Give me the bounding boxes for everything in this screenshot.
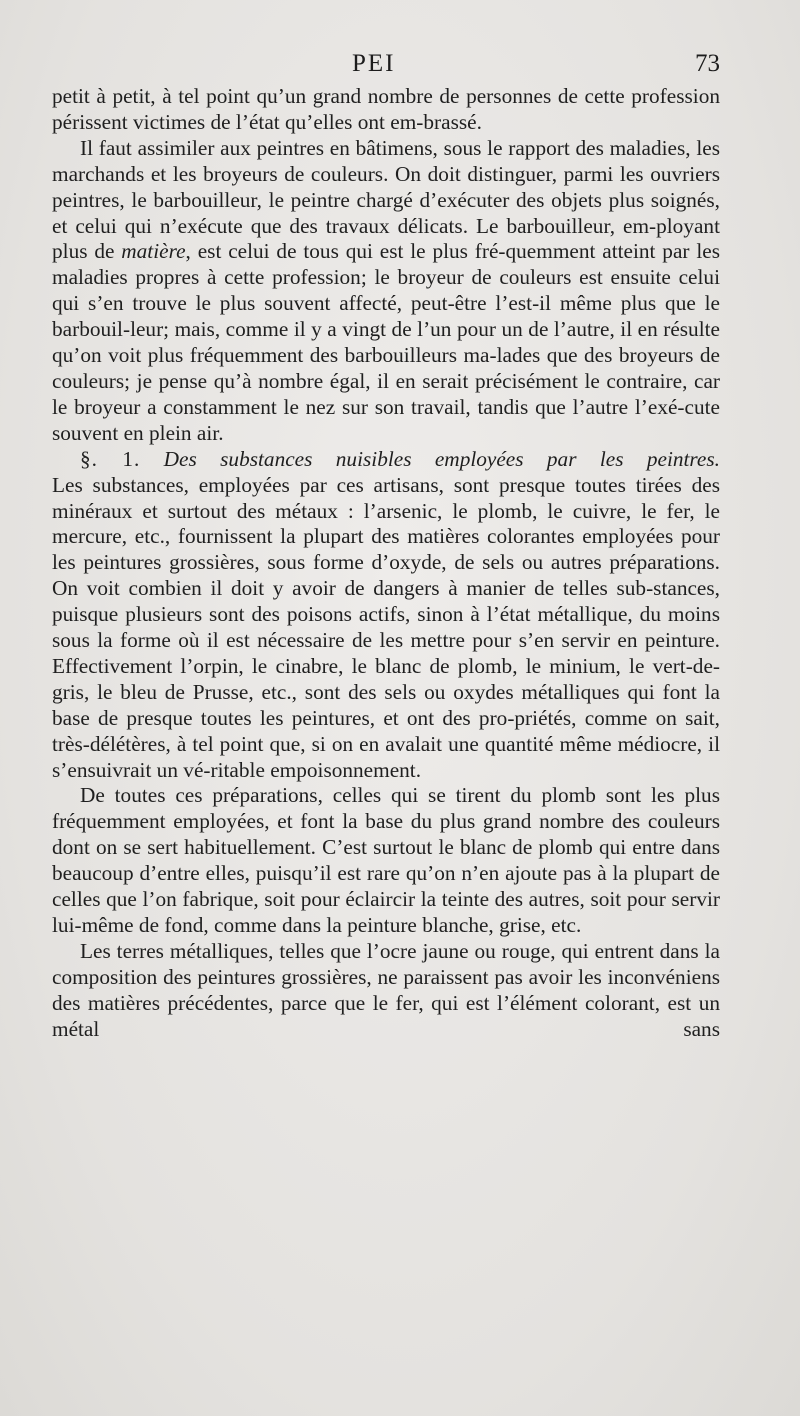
paragraph-metallic-earths: Les terres métalliques, telles que l’ocre jaune ou rouge, qui entrent dans la composition des peintures grossières, ne paraissent pas avoir les inconvéniens des matières précédentes, parce que le fer, qui est l’élément colorant, est un métal sans: [52, 938, 720, 1041]
paragraph-painters-text-1: Il faut assimiler aux peintres en bâtimens, sous le rapport des maladies, les marchands et les broyeurs de couleurs. On doit distinguer, parmi les ouvriers peintres, le barbouilleur, le peintre chargé d’exécuter des objets plus soignés, et celui qui n’exécute que des travaux délicats. Le barbouilleur, em-ployant plus de: [52, 135, 720, 264]
paragraph-continuation: petit à petit, à tel point qu’un grand nombre de personnes de cette profession périssent victimes de l’état qu’elles ont em-brassé.: [52, 84, 720, 134]
section-mark: §. 1.: [80, 446, 141, 471]
paragraph-substances: Les substances, employées par ces artisans, sont presque toutes tirées des minéraux et surtout des métaux : l’arsenic, le plomb, le cuivre, le fer, le mercure, etc., fournissent la plupart des matières colorantes employées pour les peintures grossières, sous forme d’oxyde, de sels ou autres préparations. On voit combien il doit y avoir de dangers à manier de telles sub-stances, puisque plusieurs sont des poisons actifs, sinon à l’état métallique, du moins sous la forme où il est nécessaire de les mettre pour s’en servir en peinture. Effectivement l’orpin, le cinabre, le blanc de plomb, le minium, le vert-de-gris, le bleu de Prusse, etc., sont des sels ou oxydes métalliques qui font la base de presque toutes les peintures, et ont des pro-priétés, comme on sait, très-délétères, à tel point que, si on en avalait une quantité même médiocre, il s’ensuivrait un vé-ritable empoisonnement.: [52, 472, 720, 782]
running-head: [52, 50, 720, 82]
paragraph-painters: [52, 136, 720, 447]
section-title: Des substances nuisibles employées par les peintres.: [163, 446, 720, 471]
body-text: [52, 84, 720, 1043]
section-heading: [52, 447, 720, 473]
paragraph-painters-text-2: , est celui de tous qui est le plus fré-quemment atteint par les maladies propres à cette profession; le broyeur de couleurs est ensuite celui qui s’en trouve le plus souvent affecté, peut-être l’est-il même plus que le barbouil-leur; mais, comme il y a vingt de l’un pour un de l’autre, il en résulte qu’on voit plus fréquemment des barbouilleurs ma-lades que des broyeurs de couleurs; je pense qu’à nombre égal, il en serait précisément le contraire, car le broyeur a constamment le nez sur son travail, tandis que l’autre l’exé-cute souvent en plein air.: [52, 239, 720, 445]
page-number: 73: [695, 50, 720, 77]
running-head-title: PEI: [352, 50, 396, 77]
emphasis-matiere: matière: [121, 239, 186, 264]
paragraph-lead-preparations: De toutes ces préparations, celles qui se tirent du plomb sont les plus fréquemment employées, et font la base du plus grand nombre des couleurs dont on se sert habituellement. C’est surtout le blanc de plomb qui entre dans beaucoup d’entre elles, puisqu’il est rare qu’on n’en ajoute pas à la plupart de celles que l’on fabrique, soit pour éclaircir la teinte des autres, soit pour servir lui-même de fond, comme dans la peinture blanche, grise, etc.: [52, 783, 720, 937]
